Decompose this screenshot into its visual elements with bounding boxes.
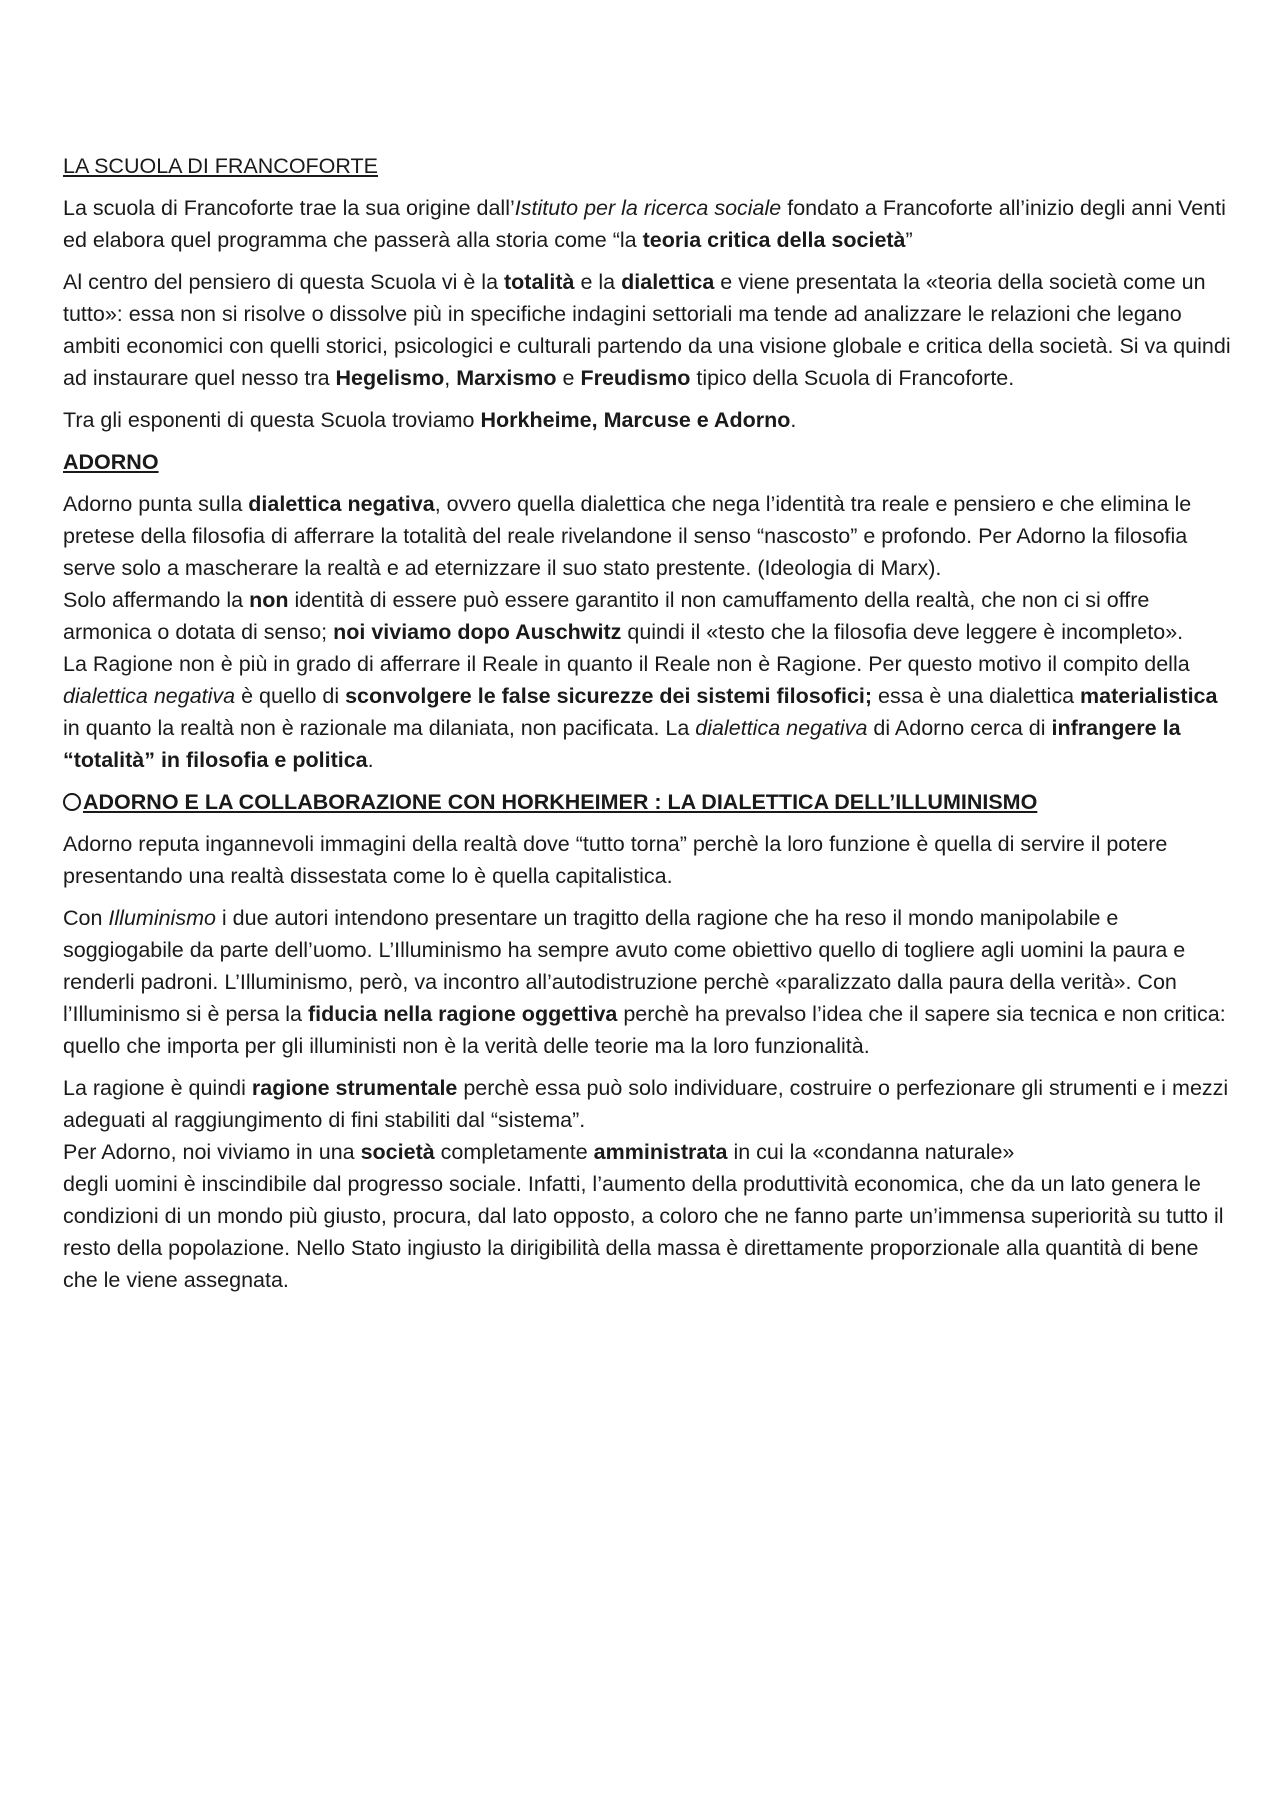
paragraph-origin: La scuola di Francoforte trae la sua origine dall’Istituto per la ricerca sociale fondato a Francoforte all’inizio degli anni Venti ed elabora quel programma che passerà alla storia come “la teoria critica della società”	[63, 196, 1226, 252]
paragraph-non-identita: Solo affermando la non identità di essere può essere garantito il non camuffamento della realtà, che non ci si offre armonica o dotata di senso; noi viviamo dopo Auschwitz quindi il «testo che la filosofia deve leggere è incompleto».	[63, 588, 1184, 644]
paragraph-societa-amministrata: Per Adorno, noi viviamo in una società completamente amministrata in cui la «condanna naturale»	[63, 1140, 1015, 1164]
paragraph-immagini-ingannevoli: Adorno reputa ingannevoli immagini della realtà dove “tutto torna” perchè la loro funzione è quella di servire il potere presentando una realtà dissestata come lo è quella capitalistica.	[63, 832, 1168, 888]
paragraph-exponents: Tra gli esponenti di questa Scuola troviamo Horkheime, Marcuse e Adorno.	[63, 408, 797, 432]
paragraph-ragione-strumentale: La ragione è quindi ragione strumentale perchè essa può solo individuare, costruire o perfezionare gli strumenti e i mezzi adeguati al raggiungimento di fini stabiliti dal “sistema”.	[63, 1076, 1229, 1132]
paragraph-progresso-sociale: degli uomini è inscindibile dal progresso sociale. Infatti, l’aumento della produttività economica, che da un lato genera le condizioni di un mondo più giusto, procura, dal lato opposto, a coloro che ne fanno parte un’immensa superiorità su tutto il resto della popolazione. Nello Stato ingiusto la dirigibilità della massa è direttamente proporzionale alla quantità di bene che le viene assegnata.	[63, 1172, 1224, 1292]
section-title-adorno: ADORNO	[63, 450, 159, 474]
paragraph-illuminismo: Con Illuminismo i due autori intendono presentare un tragitto della ragione che ha reso il mondo manipolabile e soggiogabile da parte dell’uomo. L’Illuminismo ha sempre avuto come obiettivo quello di togliere agli uomini la paura e renderli padroni. L’Illuminismo, però, va incontro all’autodistruzione perchè «paralizzato dalla paura della verità». Con l’Illuminismo si è persa la fiducia nella ragione oggettiva perchè ha prevalso l’idea che il sapere sia tecnica e non critica: quello che importa per gli illuministi non è la verità delle teorie ma la loro funzionalità.	[63, 906, 1226, 1058]
section-title-dialettica-illuminismo: ADORNO E LA COLLABORAZIONE CON HORKHEIMER : LA DIALETTICA DELL’ILLUMINISMO	[63, 786, 1233, 818]
document-page	[63, 150, 1233, 1296]
paragraph-center-thought: Al centro del pensiero di questa Scuola vi è la totalità e la dialettica e viene presentata la «teoria della società come un tutto»: essa non si risolve o dissolve più in specifiche indagini settoriali ma tende ad analizzare le relazioni che legano ambiti economici con quelli storici, psicologici e culturali partendo da una visione globale e critica della società. Si va quindi ad instaurare quel nesso tra Hegelismo, Marxismo e Freudismo tipico della Scuola di Francoforte.	[63, 270, 1231, 390]
paragraph-dialettica-negativa: Adorno punta sulla dialettica negativa, ovvero quella dialettica che nega l’identità tra reale e pensiero e che elimina le pretese della filosofia di afferrare la totalità del reale rivelandone il senso “nascosto” e profondo. Per Adorno la filosofia serve solo a mascherare la realtà e ad eternizzare il suo stato prestente. (Ideologia di Marx).	[63, 492, 1192, 580]
paragraph-ragione-reale: La Ragione non è più in grado di afferrare il Reale in quanto il Reale non è Ragione. Per questo motivo il compito della dialettica negativa è quello di sconvolgere le false sicurezze dei sistemi filosofici; essa è una dialettica materialistica in quanto la realtà non è razionale ma dilaniata, non pacificata. La dialettica negativa di Adorno cerca di infrangere la “totalità” in filosofia e politica.	[63, 652, 1218, 772]
circle-bullet-icon	[63, 793, 81, 811]
section-title-scuola-francoforte: LA SCUOLA DI FRANCOFORTE	[63, 154, 379, 178]
